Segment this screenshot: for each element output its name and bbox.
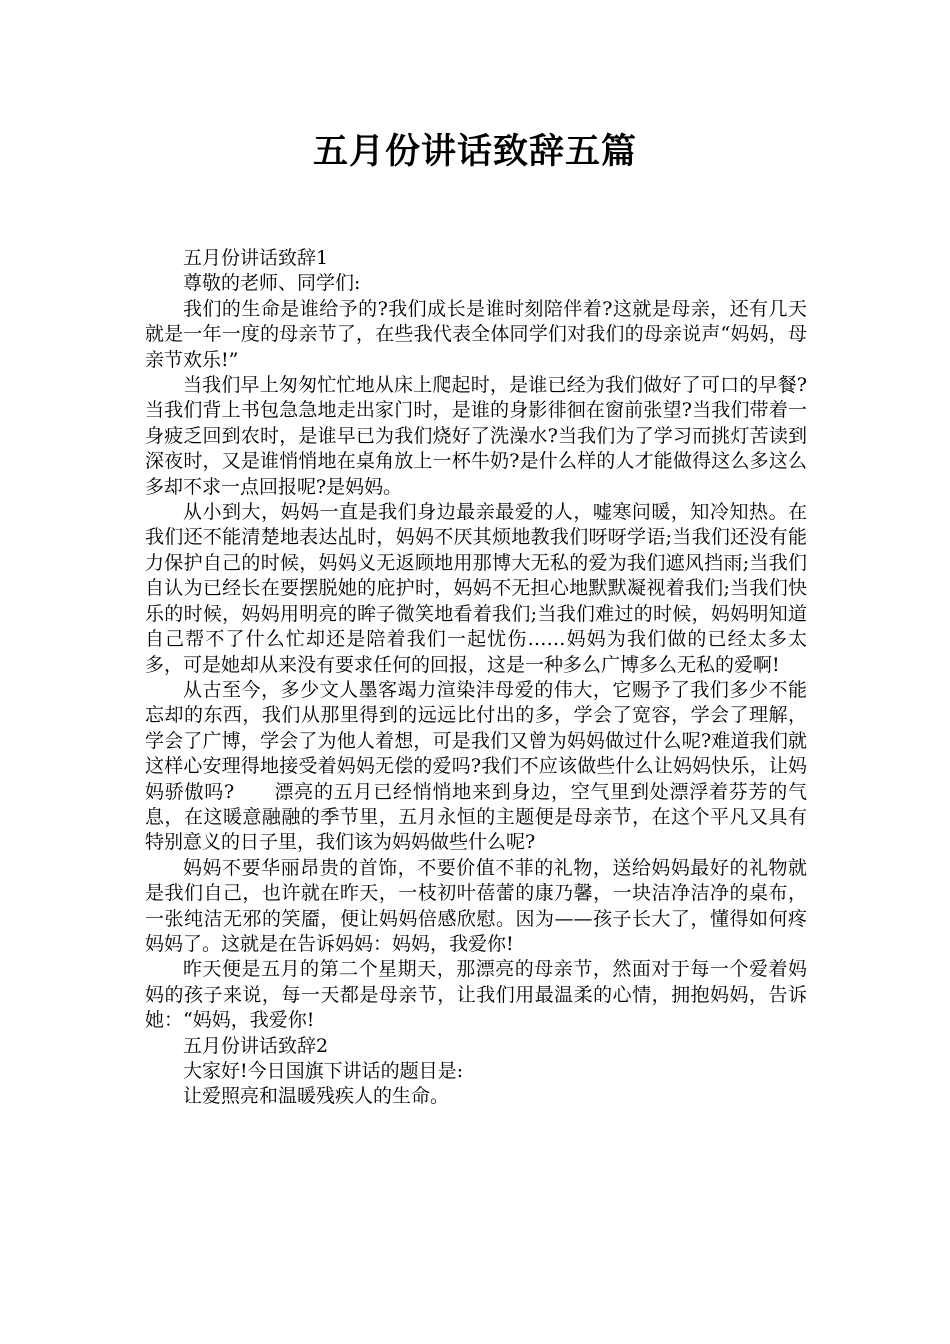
body-paragraph: 从古至今，多少文人墨客竭力渲染沣母爱的伟大，它赐予了我们多少不能忘却的东西，我们从那里得到的远远比付出的多，学会了宽容，学会了理解，学会了广博，学会了为他人着想，可是我们又曾为妈妈做过什么呢?难道我们就这样心安理得地接受着妈妈无偿的爱吗?我们不应该做些什么让妈妈快乐，让妈妈骄傲吗? 漂亮的五月已经悄悄地来到身边，空气里到处漂浮着芬芳的气息，在这暖意融融的季节里，五月永恒的主题便是母亲节，在这个平凡又具有特别意义的日子里，我们该为妈妈做些什么呢? [145,678,807,854]
body-paragraph: 当我们早上匆匆忙忙地从床上爬起时，是谁已经为我们做好了可口的早餐?当我们背上书包急急地走出家门时，是谁的身影徘徊在窗前张望?当我们带着一身疲乏回到农时，是谁早已为我们烧好了洗澡水?当我们为了学习而挑灯苦读到深夜时，又是谁悄悄地在桌角放上一杯牛奶?是什么样的人才能做得这么多这么多却不求一点回报呢?是妈妈。 [145,374,807,498]
body-paragraph: 让爱照亮和温暖残疾人的生命。 [183,1085,450,1108]
body-paragraph: 从小到大，妈妈一直是我们身边最亲最爱的人，嘘寒问暖，知冷知热。在我们还不能清楚地表达乩时，妈妈不厌其烦地教我们呀呀学语;当我们还没有能力保护自己的时候，妈妈义无返顾地用那博大无私的爱为我们遮风挡雨;当我们自认为已经长在要摆脱她的庇护时，妈妈不无担心地默默凝视着我们;当我们快乐的时候，妈妈用明亮的眸子微笑地看着我们;当我们难过的时候，妈妈明知道自己帮不了什么忙却还是陪着我们一起忧伤……妈妈为我们做的已经太多太多，可是她却从来没有要求任何的回报，这是一种多么广博多么无私的爱啊! [145,501,807,676]
salutation: 尊敬的老师、同学们: [183,272,361,295]
body-paragraph: 我们的生命是谁给予的?我们成长是谁时刻陪伴着?这就是母亲，还有几天就是一年一度的母亲节了，在些我代表全体同学们对我们的母亲说声“妈妈，母亲节欢乐!” [145,297,807,371]
body-paragraph: 昨天便是五月的第二个星期天，那漂亮的母亲节，然面对于每一个爱着妈妈的孩子来说，每一天都是母亲节，让我们用最温柔的心情，拥抱妈妈，告诉她：“妈妈，我爱你! [145,958,807,1032]
salutation: 大家好!今日国旗下讲话的题目是: [183,1060,464,1082]
section-heading-2: 五月份讲话致辞2 [183,1034,329,1057]
document-body [145,246,807,1110]
document-title: 五月份讲话致辞五篇 [312,132,637,172]
body-paragraph: 妈妈不要华丽昂贵的首饰，不要价值不菲的礼物，送给妈妈最好的礼物就是我们自己，也许就在昨天，一枝初叶蓓蕾的康乃馨，一块洁净洁净的桌布，一张纯洁无邪的笑靥，便让妈妈倍感欣慰。因为——孩子长大了，懂得如何疼妈妈了。这就是在告诉妈妈：妈妈，我爱你! [145,856,807,955]
section-heading-1: 五月份讲话致辞1 [183,247,329,269]
